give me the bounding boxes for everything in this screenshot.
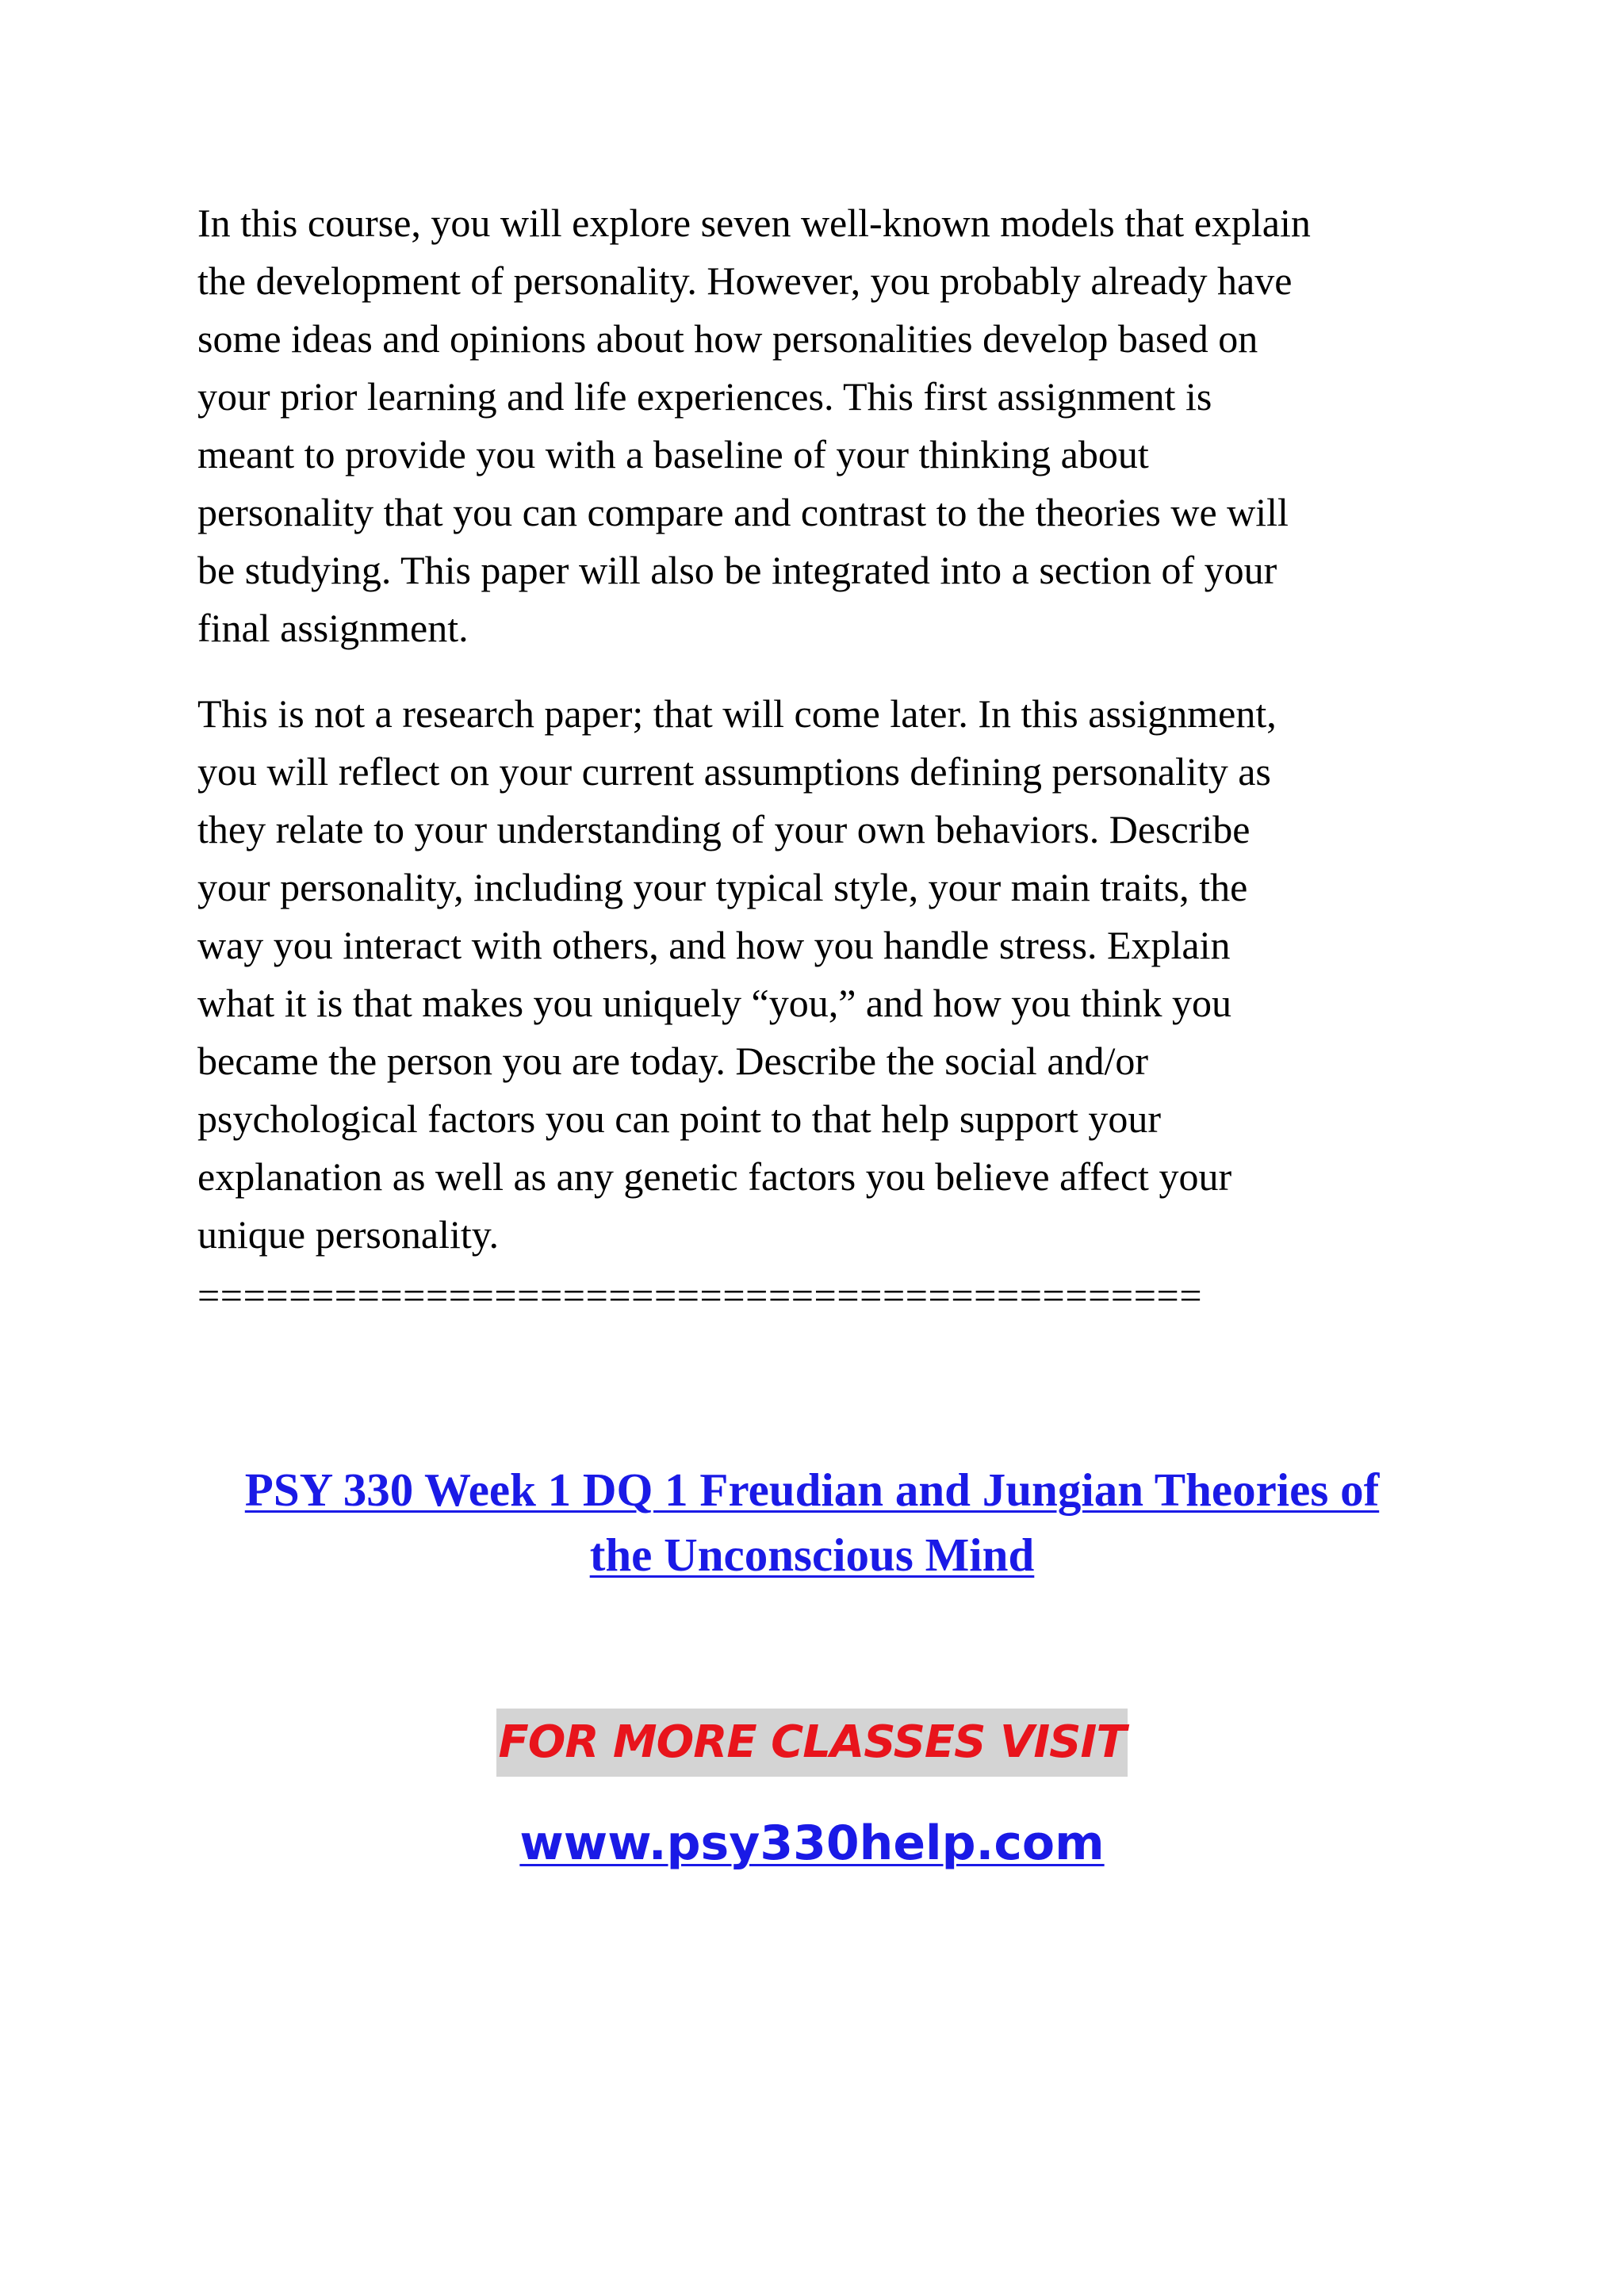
paragraph-line: In this course, you will explore seven well-known models that explain <box>197 201 1311 245</box>
promo-banner <box>0 1709 1624 1777</box>
paragraph-line: This is not a research paper; that will come later. In this assignment, <box>197 691 1277 736</box>
paragraph-line: explanation as well as any genetic factors you believe affect your <box>197 1154 1232 1199</box>
paragraph-line: be studying. This paper will also be integrated into a section of your <box>197 548 1277 592</box>
document-body <box>197 194 1419 1325</box>
course-link[interactable] <box>159 1457 1465 1587</box>
paragraph-intro <box>197 194 1419 657</box>
paragraph-line: they relate to your understanding of your own behaviors. Describe <box>197 807 1251 851</box>
paragraph-line: final assignment. <box>197 606 469 650</box>
paragraph-line: unique personality. <box>197 1212 500 1257</box>
course-link-heading <box>159 1457 1465 1587</box>
website-link[interactable]: www.psy330help.com <box>519 1816 1105 1871</box>
paragraph-line: psychological factors you can point to that help support your <box>197 1096 1162 1141</box>
paragraph-line: became the person you are today. Describe the social and/or <box>197 1039 1149 1083</box>
paragraph-instructions <box>197 685 1419 1264</box>
separator-line: ============================================ <box>197 1273 1203 1318</box>
promo-label: FOR MORE CLASSES VISIT <box>496 1709 1127 1777</box>
paragraph-line: the development of personality. However, you probably already have <box>197 258 1293 303</box>
paragraph-line: you will reflect on your current assumptions defining personality as <box>197 749 1271 794</box>
website-link-container <box>0 1809 1624 1877</box>
paragraph-line: some ideas and opinions about how personalities develop based on <box>197 316 1258 361</box>
paragraph-line: what it is that makes you uniquely “you,” and how you think you <box>197 981 1231 1025</box>
course-link-line: the Unconscious Mind <box>589 1529 1035 1581</box>
paragraph-line: meant to provide you with a baseline of your thinking about <box>197 432 1149 476</box>
paragraph-line: personality that you can compare and contrast to the theories we will <box>197 490 1289 534</box>
paragraph-line: your prior learning and life experiences. This first assignment is <box>197 374 1212 419</box>
paragraph-line: your personality, including your typical style, your main traits, the <box>197 865 1248 909</box>
paragraph-line: way you interact with others, and how you handle stress. Explain <box>197 923 1231 967</box>
course-link-line: PSY 330 Week 1 DQ 1 Freudian and Jungian Theories of <box>244 1464 1380 1516</box>
